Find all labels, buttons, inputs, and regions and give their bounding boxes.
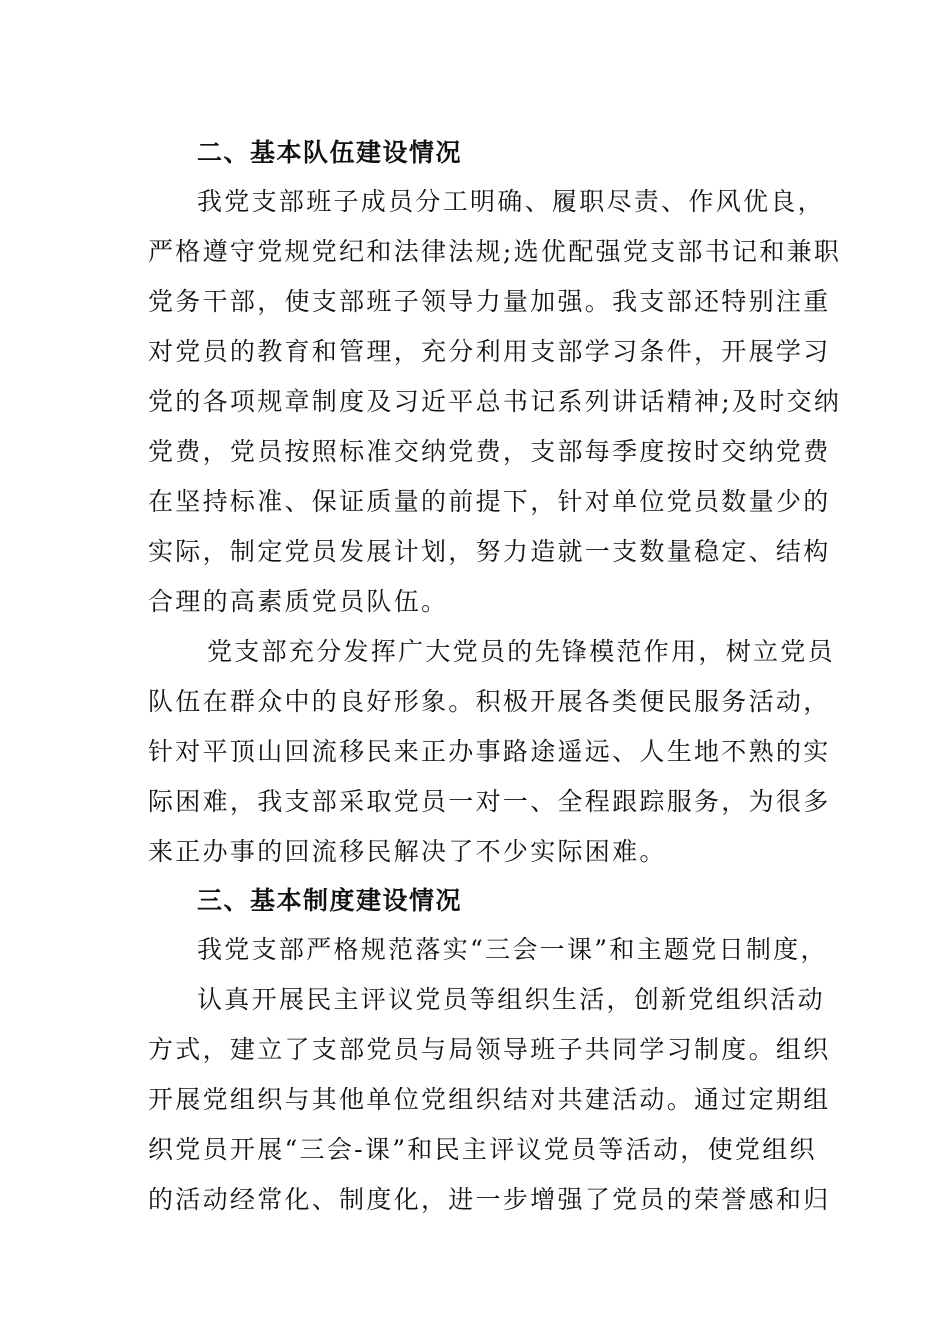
section-heading-3: 三、基本制度建设情况 [197, 886, 463, 915]
paragraph-line: 织党员开展“三会-课”和民主评议党员等活动，使党组织 [148, 1135, 817, 1164]
paragraph-line: 际困难，我支部采取党员一对一、全程跟踪服务，为很多 [148, 787, 831, 816]
paragraph-line: 针对平顶山回流移民来正办事路途遥远、人生地不熟的实 [148, 737, 831, 766]
paragraph-line: 党费，党员按照标准交纳党费，支部每季度按时交纳党费 [148, 437, 831, 466]
paragraph-line: 在坚持标准、保证质量的前提下，针对单位党员数量少的 [148, 487, 831, 516]
paragraph-line: 严格遵守党规党纪和法律法规;选优配强党支部书记和兼职 [148, 237, 842, 266]
paragraph-line: 队伍在群众中的良好形象。积极开展各类便民服务活动， [148, 687, 831, 716]
paragraph-line: 来正办事的回流移民解决了不少实际困难。 [148, 837, 667, 866]
paragraph-line: 党的各项规章制度及习近平总书记系列讲话精神;及时交纳 [148, 387, 842, 416]
paragraph-line: 的活动经常化、制度化，进一步增强了党员的荣誉感和归 [148, 1185, 831, 1214]
section-heading-2: 二、基本队伍建设情况 [197, 138, 463, 167]
paragraph-line: 开展党组织与其他单位党组织结对共建活动。通过定期组 [148, 1085, 831, 1114]
paragraph-line: 实际，制定党员发展计划，努力造就一支数量稳定、结构 [148, 537, 831, 566]
paragraph-line: 方式，建立了支部党员与局领导班子共同学习制度。组织 [148, 1035, 831, 1064]
paragraph-line: 合理的高素质党员队伍。 [148, 587, 449, 616]
paragraph-line: 对党员的教育和管理，充分利用支部学习条件，开展学习 [148, 337, 831, 366]
paragraph-line: 认真开展民主评议党员等组织生活，创新党组织活动 [197, 985, 825, 1014]
paragraph-line: 我党支部严格规范落实“三会一课”和主题党日制度， [197, 935, 828, 964]
paragraph-line: 党支部充分发挥广大党员的先锋模范作用，树立党员 [207, 637, 835, 666]
paragraph-line: 党务干部，使支部班子领导力量加强。我支部还特别注重 [148, 287, 831, 316]
paragraph-line: 我党支部班子成员分工明确、履职尽责、作风优良， [197, 187, 825, 216]
